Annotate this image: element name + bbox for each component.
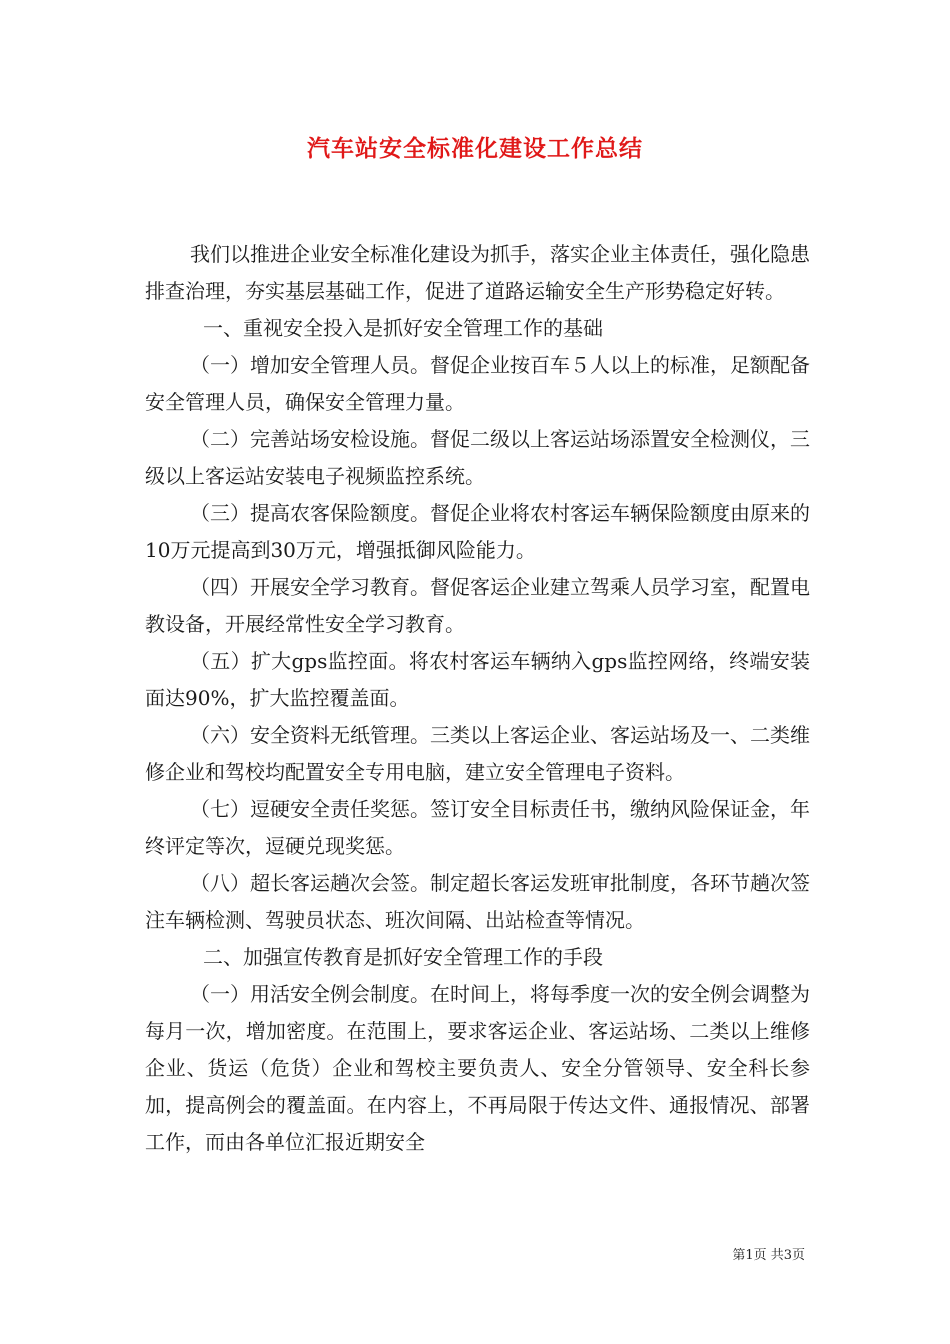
paragraph-item: （五）扩大gps监控面。将农村客运车辆纳入gps监控网络，终端安装面达90%，扩大监控覆盖面。 — [145, 649, 810, 710]
document-body — [145, 236, 810, 1161]
section-heading-2: 二、加强宣传教育是抓好安全管理工作的手段 — [203, 945, 603, 969]
paragraph-item: （八）超长客运趟次会签。制定超长客运发班审批制度，各环节趟次签注车辆检测、驾驶员状态、班次间隔、出站检查等情况。 — [145, 871, 810, 932]
paragraph-item: （一）增加安全管理人员。督促企业按百车５人以上的标准，足额配备安全管理人员，确保安全管理力量。 — [145, 353, 810, 414]
paragraph-item: （二）完善站场安检设施。督促二级以上客运站场添置安全检测仪，三级以上客运站安装电子视频监控系统。 — [145, 427, 810, 488]
paragraph-intro: 我们以推进企业安全标准化建设为抓手，落实企业主体责任，强化隐患排查治理，夯实基层基础工作，促进了道路运输安全生产形势稳定好转。 — [145, 242, 810, 303]
paragraph-item: （一）用活安全例会制度。在时间上，将每季度一次的安全例会调整为每月一次，增加密度。在范围上，要求客运企业、客运站场、二类以上维修企业、货运（危货）企业和驾校主要负责人、安全分管领导、安全科长参加，提高例会的覆盖面。在内容上，不再局限于传达文件、通报情况、部署工作，而由各单位汇报近期安全 — [145, 982, 810, 1154]
document-title: 汽车站安全标准化建设工作总结 — [307, 135, 643, 162]
paragraph-item: （三）提高农客保险额度。督促企业将农村客运车辆保险额度由原来的10万元提高到30万元，增强抵御风险能力。 — [145, 501, 810, 562]
paragraph-item: （四）开展安全学习教育。督促客运企业建立驾乘人员学习室，配置电教设备，开展经常性安全学习教育。 — [145, 575, 810, 636]
paragraph-item: （六）安全资料无纸管理。三类以上客运企业、客运站场及一、二类维修企业和驾校均配置安全专用电脑，建立安全管理电子资料。 — [145, 723, 810, 784]
section-heading-1: 一、重视安全投入是抓好安全管理工作的基础 — [203, 316, 603, 340]
paragraph-item: （七）逗硬安全责任奖惩。签订安全目标责任书，缴纳风险保证金，年终评定等次，逗硬兑现奖惩。 — [145, 797, 810, 858]
page-number-footer: 第1页 共3页 — [732, 1248, 805, 1263]
